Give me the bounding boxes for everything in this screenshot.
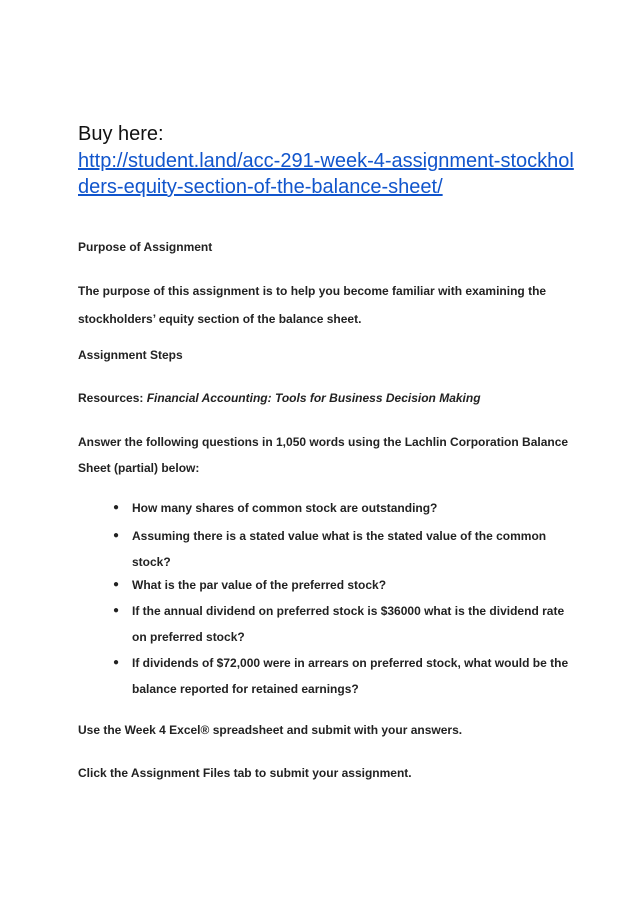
product-link-line-1[interactable]: http://student.land/acc-291-week-4-assignment-stockhol xyxy=(78,150,574,172)
question-5-line-2: balance reported for retained earnings? xyxy=(132,682,359,696)
bullet-icon: ● xyxy=(113,502,120,513)
question-5-line-1: If dividends of $72,000 were in arrears on preferred stock, what would be the xyxy=(132,656,569,670)
purpose-text-line-2: stockholders’ equity section of the balance sheet. xyxy=(78,312,362,326)
product-link[interactable] xyxy=(78,148,578,200)
answer-instructions-line-2: Sheet (partial) below: xyxy=(78,461,200,475)
question-4-line-2: on preferred stock? xyxy=(132,630,245,644)
product-link-line-2[interactable]: ders-equity-section-of-the-balance-sheet/ xyxy=(78,176,443,198)
resources-line xyxy=(78,391,481,405)
excel-instructions: Use the Week 4 Excel® spreadsheet and submit with your answers. xyxy=(78,723,463,737)
question-2-line-2: stock? xyxy=(132,555,171,569)
question-2-line-1: Assuming there is a stated value what is the stated value of the common xyxy=(132,529,547,543)
question-1: How many shares of common stock are outstanding? xyxy=(132,501,438,515)
answer-instructions-line-1: Answer the following questions in 1,050 words using the Lachlin Corporation Balance xyxy=(78,435,569,449)
bullet-icon: ● xyxy=(113,605,120,616)
steps-heading: Assignment Steps xyxy=(78,348,183,362)
resources-label: Resources: xyxy=(78,391,144,405)
buy-here-label: Buy here: xyxy=(78,123,164,145)
bullet-icon: ● xyxy=(113,530,120,541)
question-4-line-1: If the annual dividend on preferred stock is $36000 what is the dividend rate xyxy=(132,604,565,618)
submit-instructions: Click the Assignment Files tab to submit your assignment. xyxy=(78,766,412,780)
bullet-icon: ● xyxy=(113,579,120,590)
question-3: What is the par value of the preferred stock? xyxy=(132,578,387,592)
purpose-heading: Purpose of Assignment xyxy=(78,240,213,254)
purpose-text-line-1: The purpose of this assignment is to help you become familiar with examining the xyxy=(78,284,547,298)
bullet-icon: ● xyxy=(113,657,120,668)
resources-book-title: Financial Accounting: Tools for Business Decision Making xyxy=(146,391,481,405)
